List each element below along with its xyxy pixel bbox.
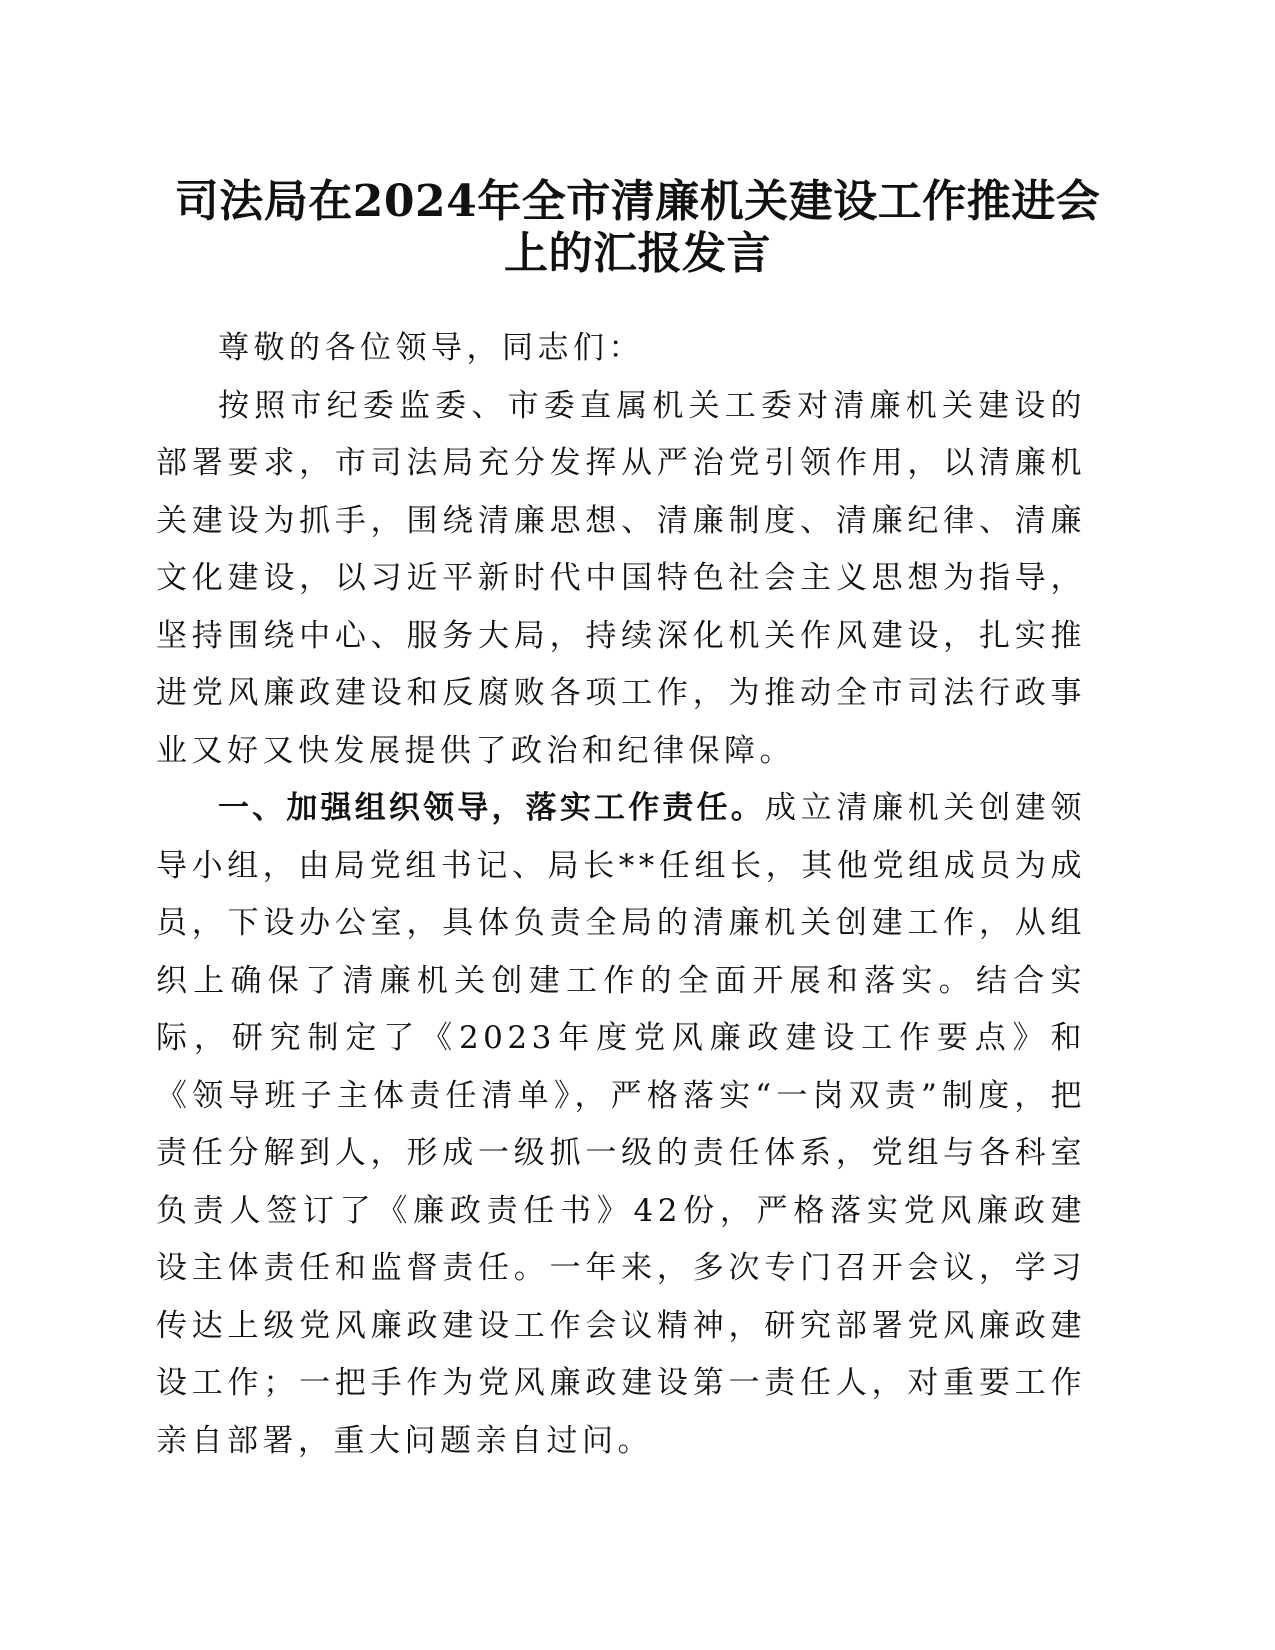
section-1-paragraph: [156, 780, 1086, 1470]
document-body: [156, 320, 1086, 1470]
title-line-2: 上的汇报发言: [504, 228, 771, 279]
intro-paragraph: 按照市纪委监委、市委直属机关工委对清廉机关建设的部署要求，市司法局充分发挥从严治党引领作用，以清廉机关建设为抓手，围绕清廉思想、清廉制度、清廉纪律、清廉文化建设，以习近平新时代中国特色社会主义思想为指导，坚持围绕中心、服务大局，持续深化机关作风建设，扎实推进党风廉政建设和反腐败各项工作，为推动全市司法行政事业又好又快发展提供了政治和纪律保障。: [156, 387, 1086, 769]
document-title: [140, 176, 1135, 280]
title-line-1: 司法局在2024年全市清廉机关建设工作推进会: [174, 176, 1101, 227]
salutation: 尊敬的各位领导，同志们：: [218, 330, 644, 366]
section-1-heading: 一、加强组织领导，落实工作责任。: [218, 790, 765, 826]
section-1-body: 成立清廉机关创建领导小组，由局党组书记、局长**任组长，其他党组成员为成员，下设办公室，具体负责全局的清廉机关创建工作，从组织上确保了清廉机关创建工作的全面开展和落实。结合实际，研究制定了《2023年度党风廉政建设工作要点》和《领导班子主体责任清单》，严格落实“一岗双责”制度，把责任分解到人，形成一级抓一级的责任体系，党组与各科室负责人签订了《廉政责任书》42份，严格落实党风廉政建设主体责任和监督责任。一年来，多次专门召开会议，学习传达上级党风廉政建设工作会议精神，研究部署党风廉政建设工作；一把手作为党风廉政建设第一责任人，对重要工作亲自部署，重大问题亲自过问。: [156, 790, 1086, 1459]
